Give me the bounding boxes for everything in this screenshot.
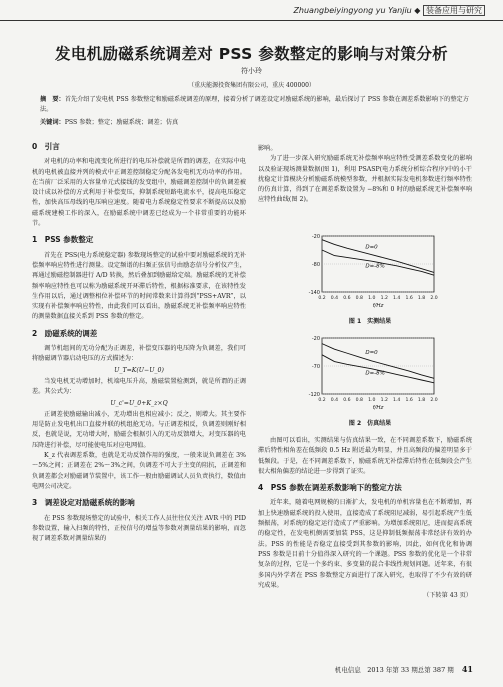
fig2-x-tick-label: 1.0 [368, 398, 376, 403]
figure-2-caption: 图 2 仿真结果 [348, 420, 392, 427]
intro-paragraph: 对电机的功率和电流变化所进行的电压补偿就是所谓的调差，在实际中电机的电机被直接并列的模式中正调差控制稳定分配各发电机无功功率的作用。在当前厂泛采用的大容量单元式接线的发变组中，励磁调差控制中的负调差被设计成以补偿的方式利用于补偿变压，抑制系统短路电流水平，提高电压稳定性，加快高压母线的电压响应速度。随着电力系统稳定性要求不断提高以及励磁系统建模工作的深入，在励磁系统中调差已经成为一个非常重要的功能环节。 [32, 158, 246, 228]
section-1-paragraph: 首先在 PSS(电力系统稳定器) 参数现场整定的试验中要对励磁系统的无补偿频率响应特性进行测量。设定频谱的扫频正弦信号由励态信号分析仪产生，再通过励磁控制器进行 A/D 转换，然后叠加到励磁给定端。励磁系统的无补偿频率响应特性也可以称为励磁系统开环滞后特性，根据标准要求，在该特性发生作用以后，通过调整相位补偿环节的时间常数来计算得到“PSS+AVR”，以实现有补偿频率响应特性，由此我们可以看出，励磁系统无补偿频率响应特性的测量数据直接关系到 PSS 参数的整定。 [32, 251, 246, 321]
right-column-bottom [258, 436, 472, 601]
right-paragraph-1: 为了进一步深入研究励磁系统无补偿频率响应特性受测差系数变化的影响以及验证现场测量数据(图 1)，利用 PSASP(电力系统分析综合程序)中的小干扰稳定计算模块分析励磁系统模型参数，并根据实际发电机参数进行频率特性的仿真计算，得到了在调差系数设置为 −8%和 0 时的励磁系统无补偿频率响应特性曲线(图 2)。 [258, 155, 472, 204]
fig2-x-tick-label: 1.4 [393, 398, 401, 403]
section-heading-3: 3 调差设定对励磁系统的影响 [32, 498, 135, 508]
section-heading-intro: 0 引言 [32, 142, 60, 151]
page-footer [335, 664, 473, 674]
journal-pinyin: Zhuangbeiyingyong yu Yanjiu [293, 6, 412, 15]
section-label: 装备应用与研究 [423, 5, 485, 16]
section-4-paragraph: 近年来，随着电网规模的日渐扩大，发电机的单机容量也在不断增加，再加上快速励磁系统的投入使用，直接造成了系统阻尼减弱，易引起系统产生低频振荡，对系统的稳定运行造成了严重影响。为增加系统阻尼，进而提高系统的稳定性，在发电机侧需要加装 PSS，这是抑制低频振荡非常经济有效的办法。PSS 的性能是否稳定直接受到其参数的影响，因此，如何优化和协调 PSS 参数是目前十分值得深入研究的一个课题。PSS 参数的优化是一个非常复杂的过程，它是一个多约束、多变量的混合非线性规划问题。近年来，有很多国内外学者在 PSS 参数整定方面进行了深入研究，也取得了不少有效的研究成果。 [258, 499, 472, 589]
fig1-x-tick-label: 2.0 [430, 296, 438, 301]
fig2-x-tick-label: 1.6 [405, 398, 413, 403]
right-paragraph-2: 由图可以看出，实测结果与仿真结果一致，在不同调差系数下，励磁系统滞后特性相角差在低频段 0.5 Hz 附近最为明显，并且高频段的偏差明显多于低频段。于是，在不同调差系数下，励磁系统无补偿滞后特性在低频段会产生很大相角偏差的结论进一步得到了证实。 [258, 437, 472, 475]
fig1-x-tick-label: 1.6 [405, 296, 413, 301]
figure-1-caption: 图 1 实测结果 [348, 318, 392, 325]
section-3-paragraph: 在 PSS 参数现场整定的试验中，相关工作人员往往仅关注 AVR 中的 PID 参数设置，输入扫频的特性，正按信号的增益等参数对测量结果的影响，而忽视了调差系数对测量结果的 [32, 514, 246, 543]
fig2-y-tick-label: -70 [311, 364, 320, 370]
figure-2-chart [300, 334, 440, 414]
section-heading-4: 4 PSS 参数在调差系数影响下的整定方法 [258, 483, 402, 493]
section-2-paragraph-2: 当发电机无功增加时，机端电压升高，励磁装置检测到，就是所谓的正调差。其公式为： [32, 377, 246, 396]
keywords [40, 117, 470, 126]
figure-1-chart [300, 232, 440, 312]
fig1-x-axis-label: f/Hz [372, 303, 384, 309]
keywords-label: 关键词： [40, 119, 65, 126]
fig2-x-tick-label: 2.0 [430, 398, 438, 403]
fig1-x-tick-label: 1.0 [368, 296, 376, 301]
right-column-top [258, 144, 472, 206]
section-2-paragraph-1: 调节机组间的无功分配为正调差，补偿变压器的电压降为负调差，我们可将励磁调节器启动电压的方式描述为： [32, 345, 246, 363]
author: 符小玲 [241, 67, 262, 75]
fig1-y-tick-label: -80 [311, 262, 320, 268]
fig1-x-tick-label: 1.8 [417, 296, 426, 301]
fig2-x-tick-label: 1.8 [417, 398, 426, 403]
section-heading-2: 2 励磁系统的调差 [32, 328, 98, 338]
fig2-y-tick-label: -20 [311, 336, 320, 342]
abstract [40, 95, 470, 115]
fig2-x-tick-label: 0.8 [355, 398, 363, 403]
fig1-x-tick-label: 0.2 [318, 296, 326, 301]
fig2-x-tick-label: 0.4 [330, 398, 339, 403]
running-header [0, 0, 503, 21]
paper-title: 发电机励磁系统调差对 PSS 参数整定的影响与对策分析 [55, 45, 448, 63]
figure-2 [300, 334, 440, 427]
journal-header-text: Zhuangbeiyingyong yu Yanjiu ◆ 装备应用与研究 [293, 5, 485, 16]
section-2-paragraph-4: K_z 代表调差系数，也就是无功反馈作用的强度，一般来说负调差在 3%～5%之间；正调差在 2%～3%之间，负调差不可大于主变的阻抗，正调差和负调差都会对励磁调节装置中，该工作一般由励磁调试人员负责执行，数值由电网公司决定。 [32, 452, 246, 490]
equation-1: U_T=K(U−U_0) [114, 366, 164, 374]
fig2-x-tick-label: 1.2 [380, 398, 388, 403]
footer-journal: 机电信息 2013 年第 33 期总第 387 期 [334, 666, 454, 674]
figure-1 [300, 232, 440, 325]
left-column [32, 136, 246, 544]
fig1-x-tick-label: 0.8 [355, 296, 363, 301]
keywords-text: PSS 参数；整定；励磁系统；调差；仿真 [64, 119, 179, 126]
fig2-series-label-1: D=-8% [365, 370, 385, 377]
page-number: 41 [461, 664, 473, 674]
section-2-paragraph-3: 正调差使励磁输出减小，无功增出也相应减小；反之，则增大。其主要作用是防止发电机出口直接并联的机组抢无功。与正调差相反，负调差则刚好相反，也就是说，无功增大时，励磁会根据引入的无功反馈增大，对变压器的电压降进行补偿，尽可能使电压对应电网值。 [32, 410, 246, 449]
fig1-x-tick-label: 0.4 [330, 296, 339, 301]
fig2-x-tick-label: 0.6 [343, 398, 351, 403]
fig2-series-line-1 [322, 355, 434, 383]
section-heading-1: 1 PSS 参数整定 [32, 235, 94, 245]
abstract-label: 摘 要： [40, 96, 65, 103]
fig1-series-label-1: D=-8% [365, 263, 385, 270]
fig2-x-tick-label: 0.2 [318, 398, 326, 403]
fig1-series-label-0: D=0 [365, 244, 378, 251]
fig1-y-tick-label: -140 [308, 290, 320, 296]
abstract-text: 首先介绍了发电机 PSS 参数整定和励磁系统调差的原理，接着分析了调差设定对励磁系统的影响，最后探讨了 PSS 参数在调差系数影响下的整定方法。 [40, 96, 469, 113]
continued-word: 影响。 [258, 145, 277, 152]
fig1-x-tick-label: 1.2 [380, 296, 388, 301]
equation-2: U_c'=U_0+K_z×Q [110, 399, 168, 407]
fig2-y-tick-label: -120 [308, 392, 320, 398]
continued-note: （下转第 43 页） [423, 592, 472, 600]
fig2-series-label-0: D=0 [365, 350, 378, 357]
fig1-y-tick-label: -20 [311, 234, 320, 240]
fig2-x-axis-label: f/Hz [372, 405, 384, 411]
fig1-x-tick-label: 1.4 [393, 296, 401, 301]
fig1-x-tick-label: 0.6 [343, 296, 351, 301]
affiliation: （重庆能源投资集团有限公司，重庆 400000） [188, 82, 315, 89]
